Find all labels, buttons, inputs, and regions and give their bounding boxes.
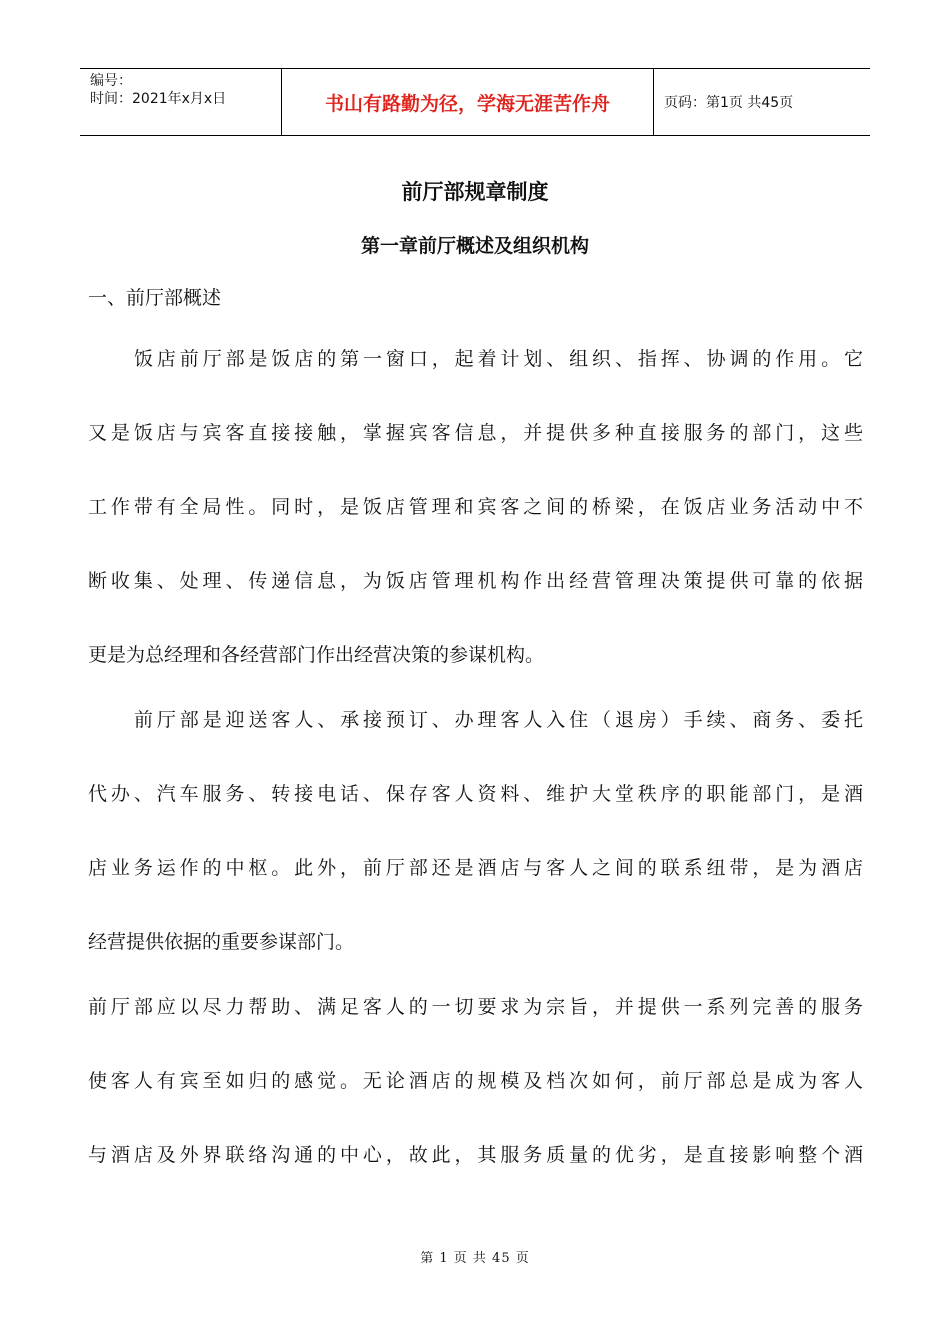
paragraph-3-line-1: 前厅部应以尽力帮助、满足客人的一切要求为宗旨，并提供一系列完善的服务 bbox=[88, 996, 863, 1018]
paragraph-1-line-4: 断收集、处理、传递信息，为饭店管理机构作出经营管理决策提供可靠的依据 bbox=[88, 570, 863, 592]
document-header bbox=[80, 68, 870, 136]
paragraph-2-line-3: 店业务运作的中枢。此外，前厅部还是酒店与客人之间的联系纽带，是为酒店 bbox=[88, 857, 863, 879]
header-page-info: 页码：第1页 共45页 bbox=[664, 95, 794, 111]
time-label: 时间：2021年x月x日 bbox=[90, 91, 227, 107]
paragraph-2-line-4: 经营提供依据的重要参谋部门。 bbox=[88, 931, 355, 953]
number-label: 编号： bbox=[90, 73, 132, 89]
paragraph-1-line-5: 更是为总经理和各经营部门作出经营决策的参谋机构。 bbox=[88, 644, 545, 666]
document-title: 前厅部规章制度 bbox=[401, 180, 549, 204]
paragraph-1-line-3: 工作带有全局性。同时，是饭店管理和宾客之间的桥梁，在饭店业务活动中不 bbox=[88, 496, 863, 518]
section-heading: 一、前厅部概述 bbox=[88, 287, 222, 309]
paragraph-1-line-1: 饭店前厅部是饭店的第一窗口，起着计划、组织、指挥、协调的作用。它 bbox=[134, 348, 863, 370]
paragraph-1-line-2: 又是饭店与宾客直接接触，掌握宾客信息，并提供多种直接服务的部门，这些 bbox=[88, 422, 863, 444]
paragraph-2-line-2: 代办、汽车服务、转接电话、保存客人资料、维护大堂秩序的职能部门，是酒 bbox=[88, 783, 863, 805]
paragraph-3-line-2: 使客人有宾至如归的感觉。无论酒店的规模及档次如何，前厅部总是成为客人 bbox=[88, 1070, 863, 1092]
paragraph-3-line-3: 与酒店及外界联络沟通的中心，故此，其服务质量的优劣，是直接影响整个酒 bbox=[88, 1144, 863, 1166]
header-meta bbox=[80, 69, 282, 135]
header-motto: 书山有路勤为径，学海无涯苦作舟 bbox=[282, 69, 654, 135]
chapter-title: 第一章前厅概述及组织机构 bbox=[360, 235, 589, 257]
page-footer: 第 1 页 共 45 页 bbox=[420, 1251, 530, 1266]
paragraph-2-line-1: 前厅部是迎送客人、承接预订、办理客人入住（退房）手续、商务、委托 bbox=[134, 709, 863, 731]
